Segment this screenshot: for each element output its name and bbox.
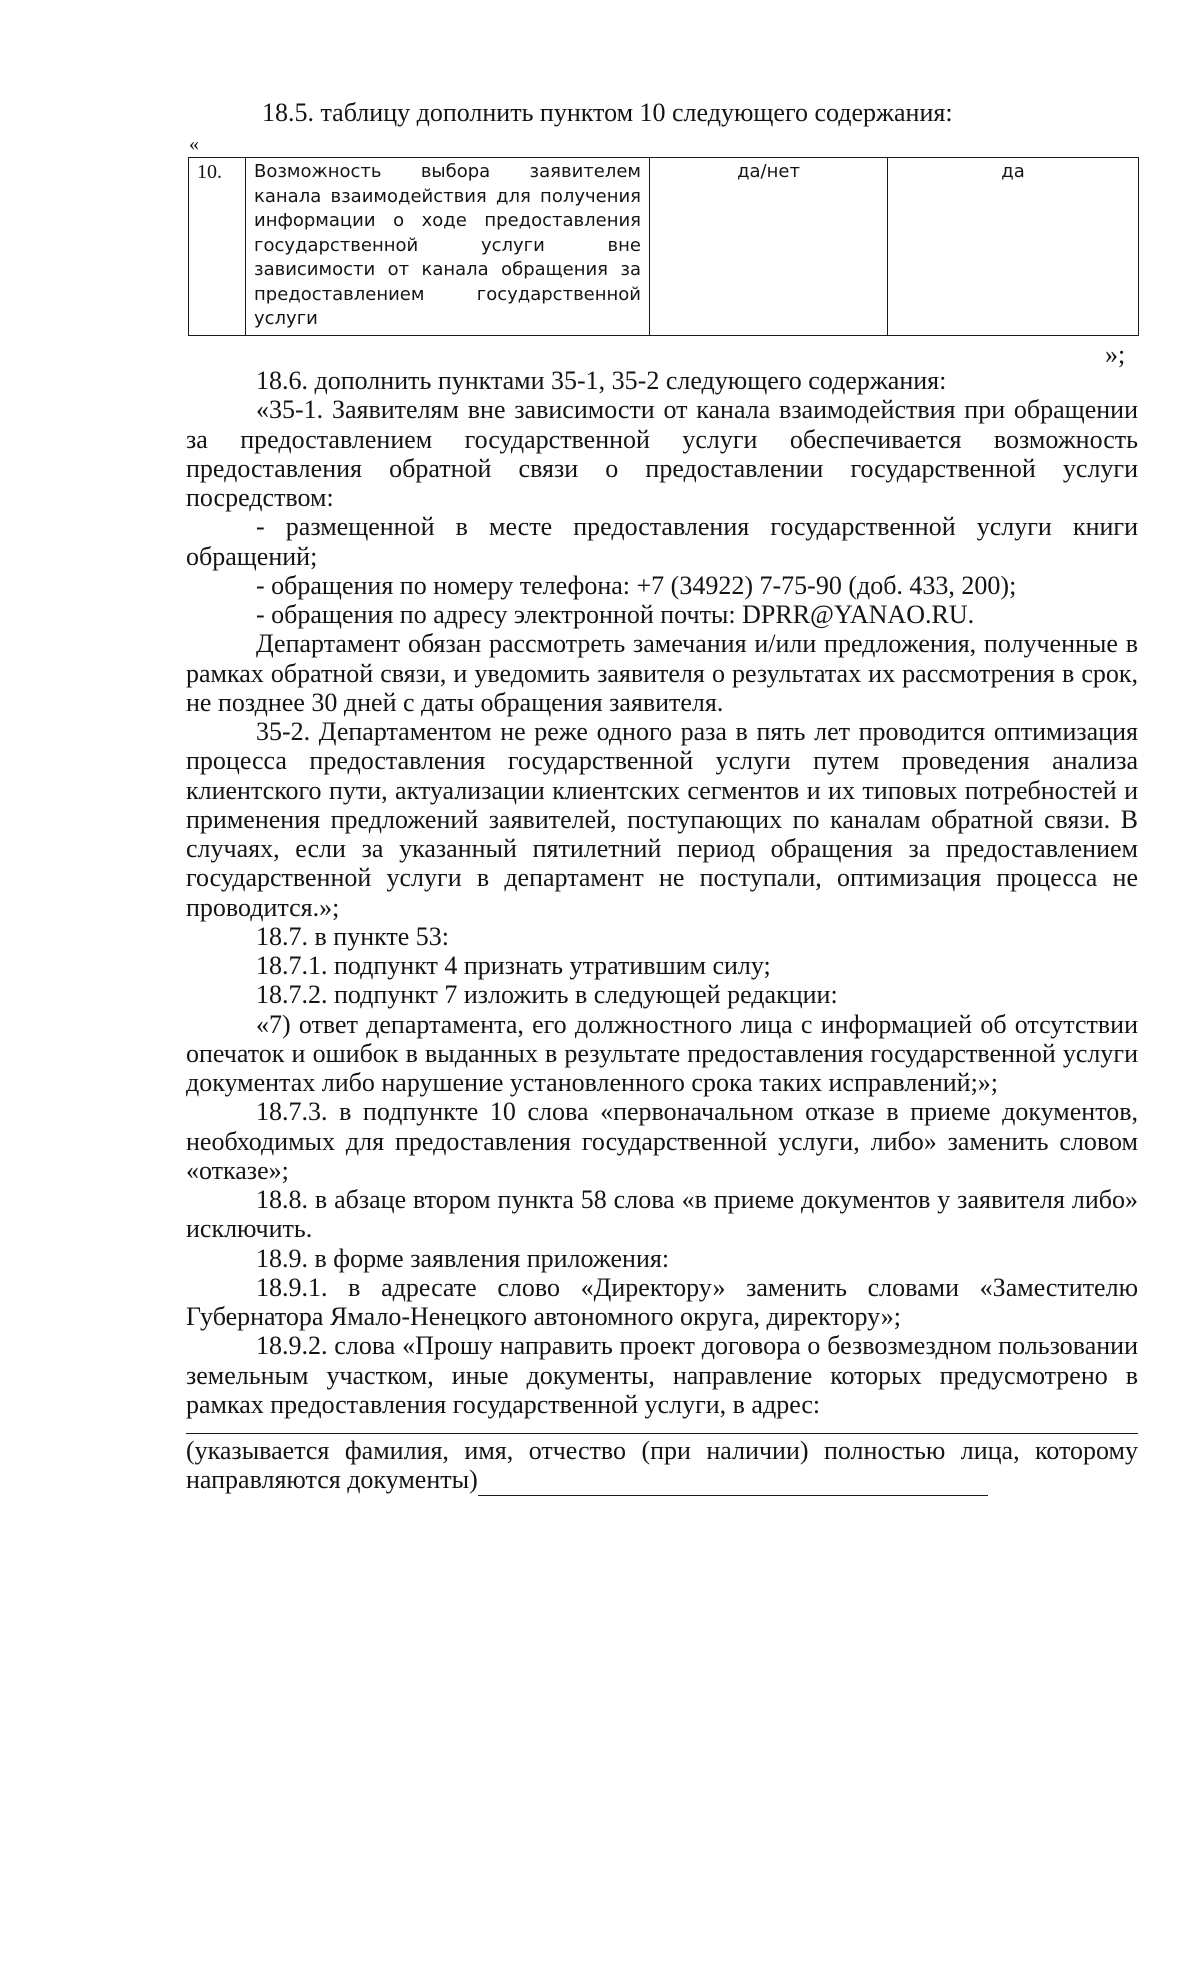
paragraph-18-7-2: 18.7.2. подпункт 7 изложить в следующей редакции: [256,980,838,1010]
table-row [189,158,1139,336]
paragraph-18-7-3: 18.7.3. в подпункте 10 слова «первоначальном отказе в приеме документов, необходимых для предоставления государственной услуги, либо» заменить словом «отказе»; [186,1097,1138,1185]
closing-quote-mark: »; [1105,340,1126,369]
paragraph-department-obligation: Департамент обязан рассмотреть замечания и/или предложения, полученные в рамках обратной связи, и уведомить заявителя о результатах их рассмотрения в срок, не позднее 30 дней с даты обращения заявителя. [186,629,1138,717]
paragraph-18-9-2: 18.9.2. слова «Прошу направить проект договора о безвозмездном пользовании земельным участком, иные документы, направление которых предусмотрено в рамках предоставления государственной услуги, в адрес: [186,1331,1138,1419]
paragraph-18-8: 18.8. в абзаце втором пункта 58 слова «в приеме документов у заявителя либо» исключить. [186,1185,1138,1244]
table-cell-value: да [888,158,1139,336]
address-blank-line [186,1419,1138,1434]
amendment-table [188,157,1139,336]
list-item-phone: - обращения по номеру телефона: +7 (34922) 7-75-90 (доб. 433, 200); [256,570,1017,600]
opening-quote-mark: « [189,133,199,155]
paragraph-35-1: «35-1. Заявителям вне зависимости от канала взаимодействия при обращении за предоставлением государственной услуги обеспечивается возможность предоставления обратной связи о предоставлении государственной услуги посредством: [186,395,1138,512]
table-cell-number: 10. [189,158,246,336]
paragraph-18-7: 18.7. в пункте 53: [256,921,450,951]
table-cell-unit: да/нет [650,158,888,336]
paragraph-18-9-1: 18.9.1. в адресате слово «Директору» заменить словами «Заместителю Губернатора Ямало-Ненецкого автономного округа, директору»; [186,1272,1138,1331]
paragraph-subitem-7: «7) ответ департамента, его должностного лица с информацией об отсутствии опечаток и ошибок в выданных в результате предоставления государственной услуги документах либо нарушение установленного срока таких исправлений;»; [186,1009,1138,1097]
table-cell-description: Возможность выбора заявителем канала взаимодействия для получения информации о ходе предоставления государственной услуги вне зависимости от канала обращения за предоставлением государственной услуги [246,158,650,336]
document-body [186,366,1138,1496]
list-item-book: - размещенной в месте предоставления государственной услуги книги обращений; [186,512,1138,571]
address-note-text: (указывается фамилия, имя, отчество (при наличии) полностью лица, которому направляются документы) [186,1436,1138,1495]
paragraph-18-7-1: 18.7.1. подпункт 4 признать утратившим силу; [256,951,771,980]
list-item-email: - обращения по адресу электронной почты: DPRR@YANAO.RU. [256,600,975,629]
paragraph-35-2: 35-2. Департаментом не реже одного раза в пять лет проводится оптимизация процесса предоставления государственной услуги путем проведения анализа клиентского пути, актуализации клиентских сегментов и их типовых потребностей и применения предложений заявителей, поступающих по каналам обратной связи. В случаях, если за указанный пятилетний период обращения за предоставлением государственной услуги в департамент не поступали, оптимизация процесса не проводится.»; [186,717,1138,922]
paragraph-18-9: 18.9. в форме заявления приложения: [256,1243,670,1273]
recipient-blank-line [478,1465,988,1495]
paragraph-18-6: 18.6. дополнить пунктами 35-1, 35-2 следующего содержания: [256,366,947,395]
paragraph-address-note [186,1436,1138,1496]
section-heading-18-5: 18.5. таблицу дополнить пунктом 10 следующего содержания: [262,98,953,127]
